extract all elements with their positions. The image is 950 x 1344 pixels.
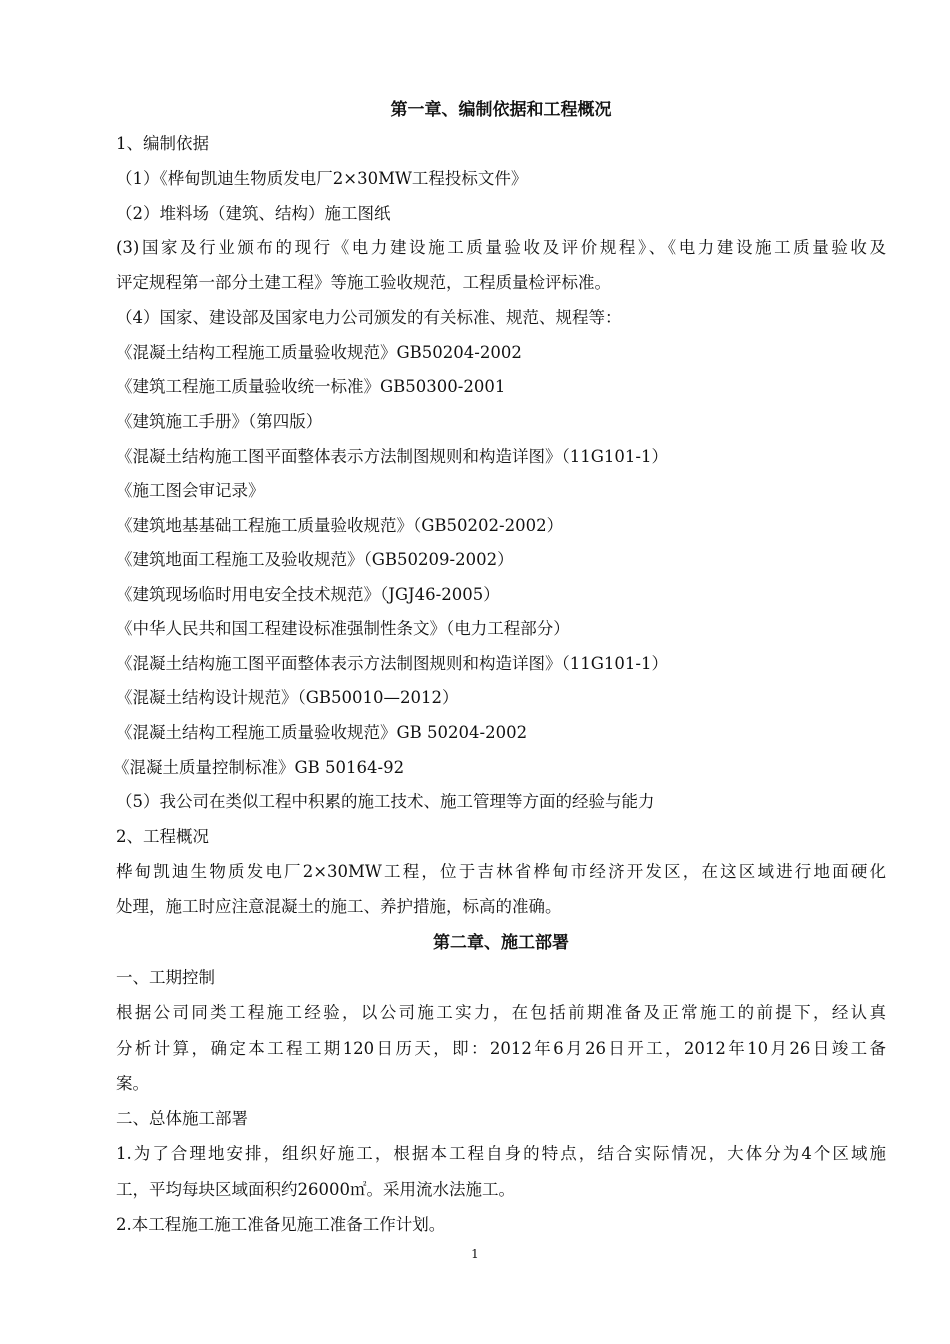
chapter1-title: 第一章、编制依据和工程概况: [390, 100, 612, 120]
deploy-line3: 2.本工程施工施工准备见施工准备工作计划。: [116, 1215, 446, 1234]
page-number: 1: [471, 1247, 479, 1261]
chapter2-title: 第二章、施工部署: [433, 933, 569, 953]
basis-item-4: （4）国家、建设部及国家电力公司颁发的有关标准、规范、规程等：: [116, 308, 622, 327]
overview-line1: 桦甸凯迪生物质发电厂2×30MW工程，位于吉林省桦甸市经济开发区，在这区域进行地面硬化: [116, 862, 886, 881]
schedule-line1: 根据公司同类工程施工经验，以公司施工实力，在包括前期准备及正常施工的前提下，经认真: [116, 1003, 886, 1022]
standard-item: 《混凝土质量控制标准》GB 50164-92: [113, 758, 405, 777]
schedule-line2: 分析计算，确定本工程工期120日历天，即：2012年6月26日开工，2012年10月26日竣工备: [116, 1039, 886, 1058]
standard-item: 《建筑地面工程施工及验收规范》（GB50209-2002）: [116, 550, 514, 569]
standard-item: 《建筑现场临时用电安全技术规范》（JGJ46-2005）: [116, 585, 500, 604]
basis-item-1: （1）《桦甸凯迪生物质发电厂2×30MW工程投标文件》: [116, 169, 528, 188]
schedule-line3: 案。: [116, 1074, 149, 1093]
standard-item: 《中华人民共和国工程建设标准强制性条文》（电力工程部分）: [116, 619, 570, 638]
basis-item-5: （5）我公司在类似工程中积累的施工技术、施工管理等方面的经验与能力: [116, 792, 655, 811]
standard-item: 《建筑工程施工质量验收统一标准》GB50300-2001: [116, 377, 506, 396]
standard-item: 《混凝土结构工程施工质量验收规范》GB 50204-2002: [116, 723, 528, 742]
standard-item: 《混凝土结构施工图平面整体表示方法制图规则和构造详图》（11G101-1）: [116, 447, 668, 466]
deploy-line2: 工，平均每块区域面积约26000㎡。采用流水法施工。: [116, 1180, 515, 1199]
standard-item: 《施工图会审记录》: [116, 481, 265, 500]
section-heading-schedule: 一、工期控制: [116, 968, 215, 987]
standard-item: 《建筑地基基础工程施工质量验收规范》（GB50202-2002）: [116, 516, 564, 535]
section-heading-overview: 2、工程概况: [116, 827, 209, 846]
basis-item-3-line2: 评定规程第一部分土建工程》等施工验收规范，工程质量检评标准。: [116, 273, 611, 292]
overview-line2: 处理，施工时应注意混凝土的施工、养护措施，标高的准确。: [116, 897, 562, 916]
section-heading-deployment: 二、总体施工部署: [116, 1109, 248, 1128]
standard-item: 《建筑施工手册》（第四版）: [116, 412, 323, 431]
standard-item: 《混凝土结构工程施工质量验收规范》GB50204-2002: [116, 343, 522, 362]
basis-item-2: （2）堆料场（建筑、结构）施工图纸: [116, 204, 391, 223]
deploy-line1: 1.为了合理地安排，组织好施工，根据本工程自身的特点，结合实际情况，大体分为4个区域施: [116, 1144, 886, 1163]
standard-item: 《混凝土结构设计规范》（GB50010—2012）: [116, 688, 459, 707]
basis-item-3-line1: (3)国家及行业颁布的现行《电力建设施工质量验收及评价规程》、《电力建设施工质量验收及: [116, 238, 886, 257]
section-heading-basis: 1、编制依据: [116, 134, 209, 153]
standard-item: 《混凝土结构施工图平面整体表示方法制图规则和构造详图》（11G101-1）: [116, 654, 668, 673]
